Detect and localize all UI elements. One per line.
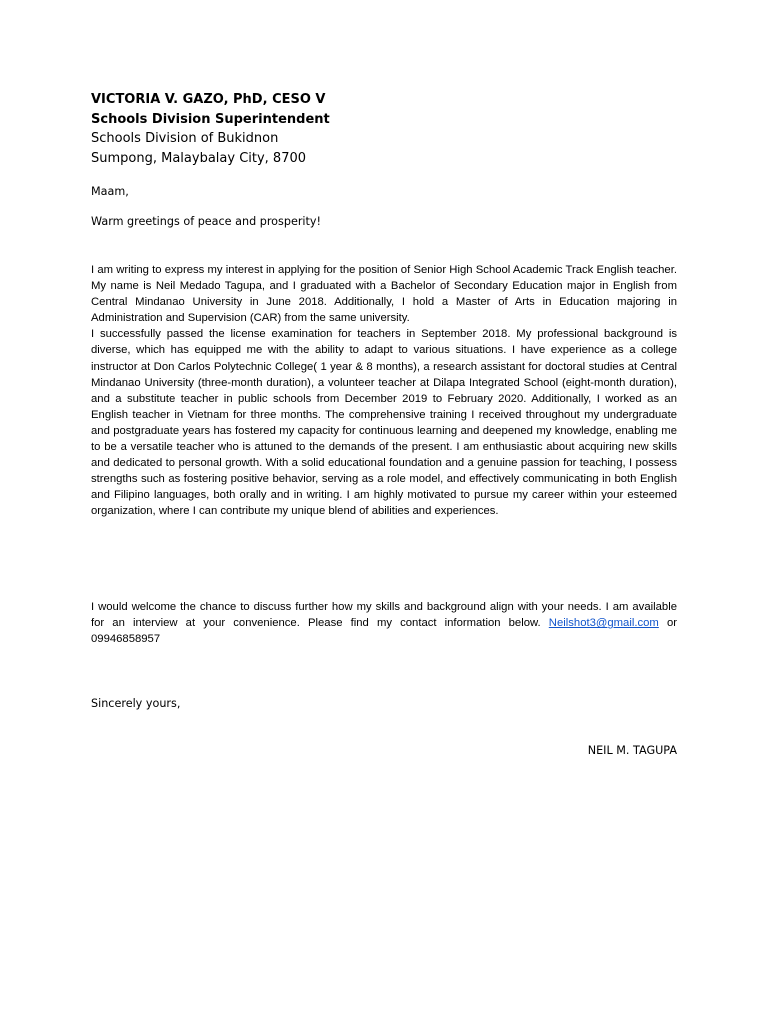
letter-body bbox=[91, 262, 677, 520]
paragraph-contact bbox=[91, 599, 677, 647]
closing: Sincerely yours, bbox=[91, 697, 181, 710]
paragraph-interest: I am writing to express my interest in applying for the position of Senior High School Academic Track English teacher. My name is Neil Medado Tagupa, and I graduated with a Bachelor of Secondary Education major in English from Central Mindanao University in June 2018. Additionally, I hold a Master of Arts in Education majoring in Administration and Supervision (CAR) from the same university. bbox=[91, 264, 677, 325]
contact-text: I would welcome the chance to discuss further how my skills and background align with your needs. I am available for an interview at your convenience. Please find my contact information below. bbox=[91, 601, 677, 630]
paragraph-background: I successfully passed the license examination for teachers in September 2018. My professional background is diverse, which has equipped me with the ability to adapt to various situations. I have experience as a college instructor at Don Carlos Polytechnic College( 1 year & 8 months), a research assistant for doctoral studies at Central Mindanao University (three-month duration), a volunteer teacher at Dilapa Integrated School (eight-month duration), and a substitute teacher in public schools from December 2019 to February 2020. Additionally, I worked as an English teacher in Vietnam for three months. The comprehensive training I received throughout my undergraduate and postgraduate years has fostered my capacity for continuous learning and deepened my knowledge, enabling me to be a versatile teacher who is attuned to the demands of the present. I am enthusiastic about acquiring new skills and dedicated to personal growth. With a solid educational foundation and a genuine passion for teaching, I possess strengths such as fostering positive behavior, serving as a role model, and effectively communicating in both English and Filipino languages, both orally and in writing. I am highly motivated to pursue my career within your esteemed organization, where I can contribute my unique blend of abilities and experiences. bbox=[91, 328, 677, 518]
recipient-office: Schools Division of Bukidnon bbox=[91, 131, 279, 146]
contact-connector: or bbox=[666, 617, 678, 630]
recipient-name: VICTORIA V. GAZO, PhD, CESO V bbox=[91, 92, 326, 107]
recipient-title: Schools Division Superintendent bbox=[91, 112, 330, 127]
greeting: Warm greetings of peace and prosperity! bbox=[91, 215, 322, 228]
email-link[interactable]: Neilshot3@gmail.com bbox=[548, 617, 659, 630]
signer-name: NEIL M. TAGUPA bbox=[587, 744, 677, 757]
phone-number: 09946858957 bbox=[91, 633, 161, 646]
salutation: Maam, bbox=[91, 185, 129, 198]
recipient-address: Sumpong, Malaybalay City, 8700 bbox=[91, 151, 307, 166]
